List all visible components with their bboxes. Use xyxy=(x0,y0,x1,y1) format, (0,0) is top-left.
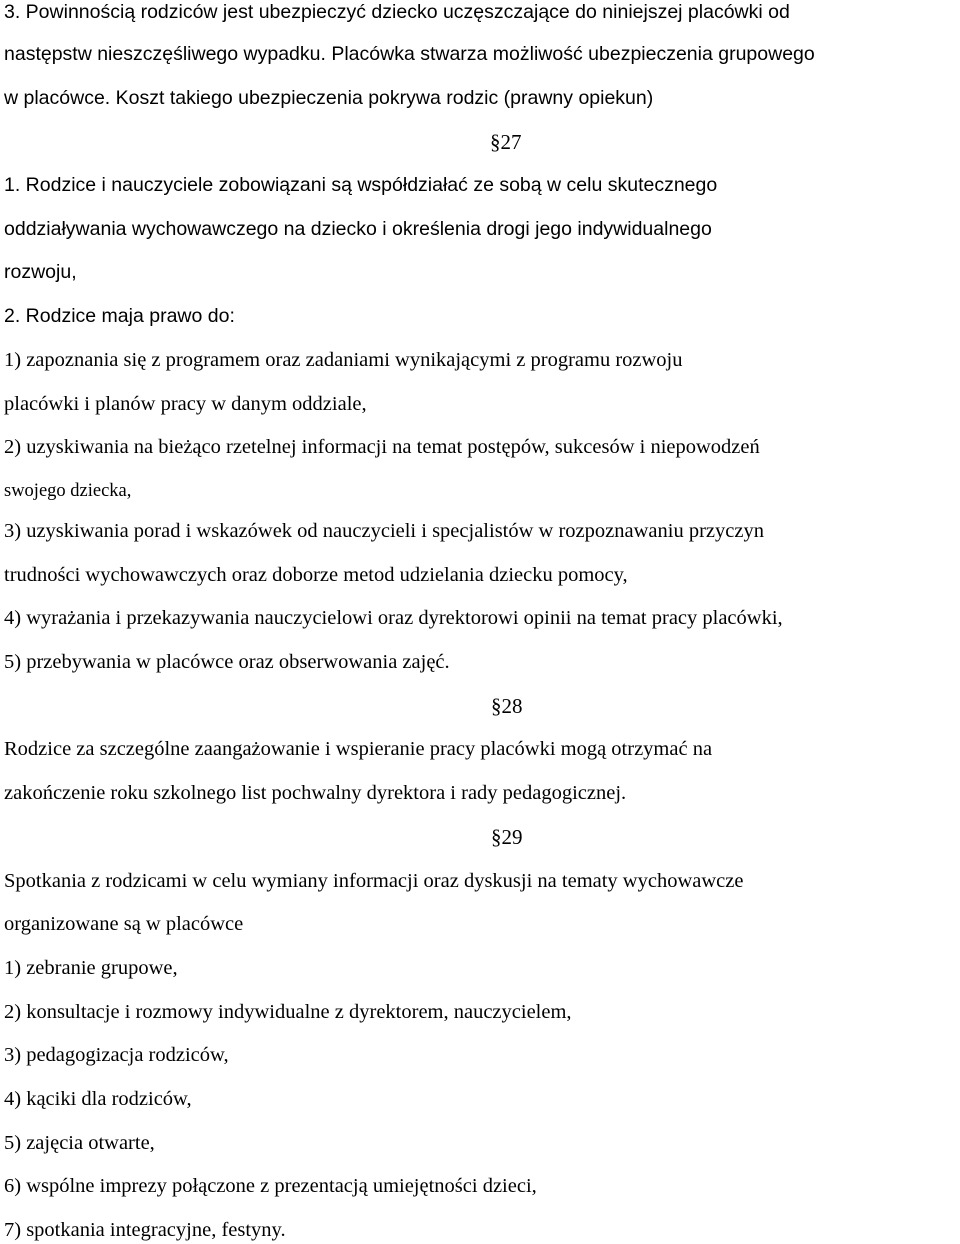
section-27-line-7: 2) uzyskiwania na bieżąco rzetelnej informacji na temat postępów, sukcesów i niepowodzeń xyxy=(4,436,760,458)
section-27-line-5: 1) zapoznania się z programem oraz zadaniami wynikającymi z programu rozwoju xyxy=(4,349,683,371)
section-29-line-1: Spotkania z rodzicami w celu wymiany informacji oraz dyskusji na tematy wychowawcze xyxy=(4,870,744,892)
section-29-line-6: 4) kąciki dla rodziców, xyxy=(4,1088,192,1110)
section-27-heading: §27 xyxy=(490,130,522,154)
section-29-line-9: 7) spotkania integracyjne, festyny. xyxy=(4,1219,286,1241)
section-27-line-8: swojego dziecka, xyxy=(4,481,132,501)
section-27-line-1: 1. Rodzice i nauczyciele zobowiązani są współdziałać ze sobą w celu skutecznego xyxy=(4,174,718,196)
intro-line-3: w placówce. Koszt takiego ubezpieczenia pokrywa rodzic (prawny opiekun) xyxy=(4,87,654,109)
section-29-line-5: 3) pedagogizacja rodziców, xyxy=(4,1044,229,1066)
intro-line-1: 3. Powinnością rodziców jest ubezpieczyć dziecko uczęszczające do niniejszej placówki od xyxy=(4,1,790,23)
section-27-line-6: placówki i planów pracy w danym oddziale, xyxy=(4,393,367,415)
section-28-heading: §28 xyxy=(491,694,523,718)
section-27-line-2: oddziaływania wychowawczego na dziecko i określenia drogi jego indywidualnego xyxy=(4,218,712,240)
section-29-line-3: 1) zebranie grupowe, xyxy=(4,957,178,979)
section-27-line-9: 3) uzyskiwania porad i wskazówek od nauczycieli i specjalistów w rozpoznawaniu przyczyn xyxy=(4,520,764,542)
intro-line-2: następstw nieszczęśliwego wypadku. Placówka stwarza możliwość ubezpieczenia grupowego xyxy=(4,43,815,65)
section-28-line-1: Rodzice za szczególne zaangażowanie i wspieranie pracy placówki mogą otrzymać na xyxy=(4,738,713,760)
section-29-line-8: 6) wspólne imprezy połączone z prezentacją umiejętności dzieci, xyxy=(4,1175,537,1197)
section-27-line-3: rozwoju, xyxy=(4,261,77,283)
section-29-line-4: 2) konsultacje i rozmowy indywidualne z dyrektorem, nauczycielem, xyxy=(4,1001,572,1023)
section-28-line-2: zakończenie roku szkolnego list pochwalny dyrektora i rady pedagogicznej. xyxy=(4,782,627,804)
section-27-line-10: trudności wychowawczych oraz doborze metod udzielania dziecku pomocy, xyxy=(4,564,628,586)
section-29-heading: §29 xyxy=(491,825,523,849)
section-29-line-7: 5) zajęcia otwarte, xyxy=(4,1132,155,1154)
section-27-line-11: 4) wyrażania i przekazywania nauczycielowi oraz dyrektorowi opinii na temat pracy placówki, xyxy=(4,607,783,629)
section-27-line-4: 2. Rodzice maja prawo do: xyxy=(4,305,235,327)
section-27-line-12: 5) przebywania w placówce oraz obserwowania zajęć. xyxy=(4,651,450,673)
section-29-line-2: organizowane są w placówce xyxy=(4,913,244,935)
